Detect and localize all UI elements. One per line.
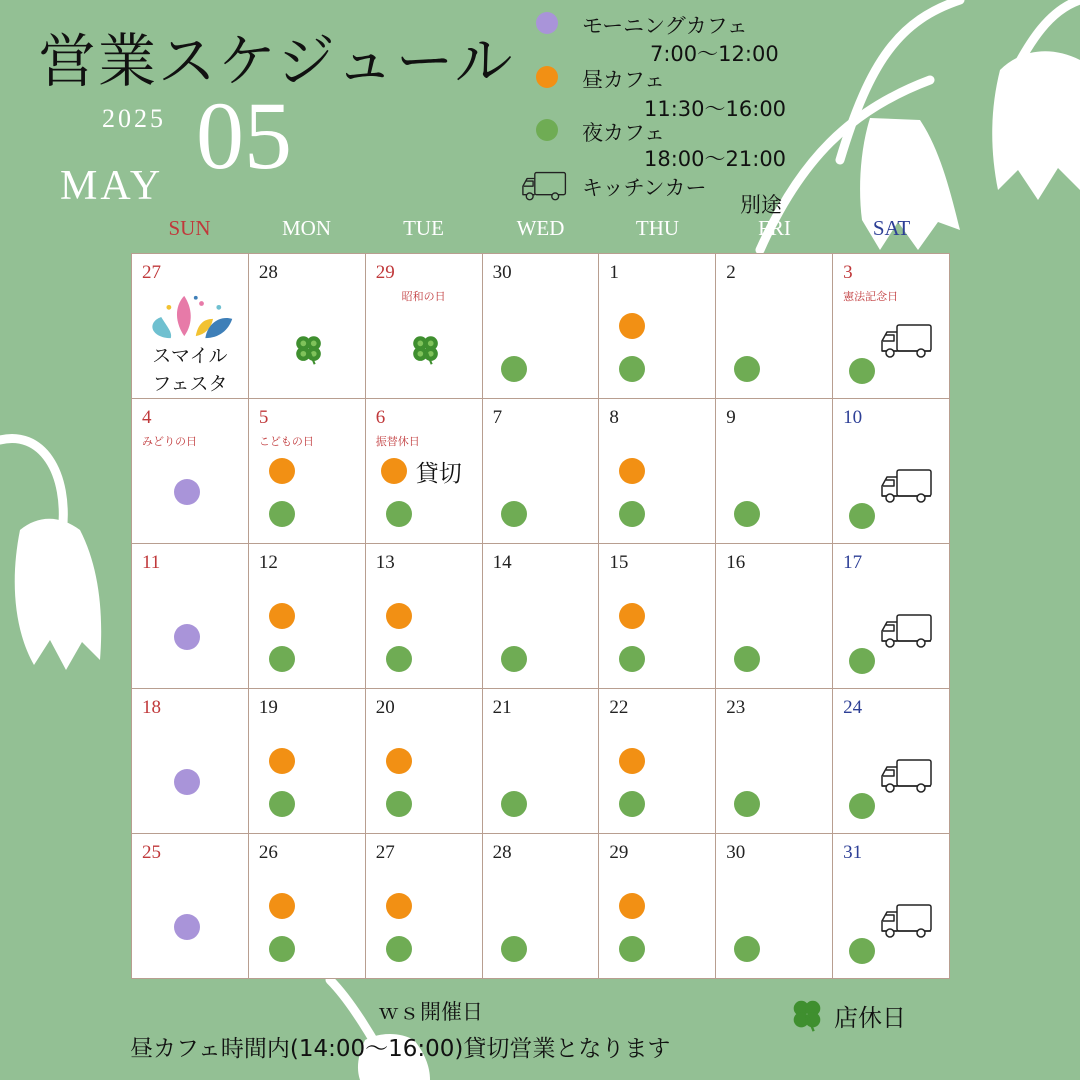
day-cell xyxy=(833,399,950,544)
day-number: 2 xyxy=(726,262,736,283)
green-dot xyxy=(849,648,875,674)
day-cell xyxy=(716,689,833,834)
legend-morning-label: モーニングカフェ xyxy=(582,14,748,38)
day-number: 19 xyxy=(258,697,278,718)
day-cell xyxy=(483,544,600,689)
weekday-mon: MON xyxy=(281,216,331,240)
clover-icon xyxy=(408,332,444,368)
green-dot xyxy=(501,791,527,817)
day-cell xyxy=(833,544,950,689)
clover-icon xyxy=(291,332,327,368)
green-dot xyxy=(734,646,760,672)
day-number: 29 xyxy=(609,842,629,863)
weekday-sat: SAT xyxy=(872,216,911,240)
purple-dot xyxy=(174,624,200,650)
day-number: 27 xyxy=(142,262,161,283)
green-dot xyxy=(734,501,760,527)
green-dot xyxy=(386,936,412,962)
day-cell xyxy=(132,689,249,834)
orange-dot xyxy=(619,313,645,339)
day-cell xyxy=(366,544,483,689)
day-number: 28 xyxy=(492,842,512,863)
day-number: 11 xyxy=(142,552,161,573)
green-dot xyxy=(386,791,412,817)
green-dot xyxy=(619,791,645,817)
day-number: 24 xyxy=(843,697,863,718)
green-dot xyxy=(386,501,412,527)
orange-dot xyxy=(619,748,645,774)
truck-icon xyxy=(879,322,935,362)
closed-day-label: 店休日 xyxy=(834,1004,906,1032)
orange-dot xyxy=(619,458,645,484)
green-dot xyxy=(849,938,875,964)
green-dot xyxy=(619,356,645,382)
day-number: 22 xyxy=(609,697,629,718)
day-number: 8 xyxy=(609,407,619,428)
festival-logo-icon xyxy=(142,290,238,342)
green-dot xyxy=(734,356,760,382)
green-dot xyxy=(619,936,645,962)
day-cell xyxy=(132,254,249,399)
festival-label-line: スマイル xyxy=(152,345,228,367)
day-cell xyxy=(599,399,716,544)
page-title: 営業スケジュール xyxy=(38,27,515,95)
day-cell xyxy=(599,544,716,689)
purple-dot xyxy=(174,479,200,505)
charter-notice: 昼カフェ時間内(14:00〜16:00)貸切営業となります xyxy=(130,1036,671,1062)
truck-icon xyxy=(879,467,935,507)
orange-dot xyxy=(619,893,645,919)
day-cell xyxy=(249,399,366,544)
day-number: 7 xyxy=(492,407,503,428)
green-dot xyxy=(386,646,412,672)
purple-dot xyxy=(174,769,200,795)
weekday-sun: SUN xyxy=(168,216,211,240)
green-dot xyxy=(501,646,527,672)
day-number: 27 xyxy=(375,842,395,863)
orange-dot xyxy=(269,458,295,484)
purple-dot xyxy=(174,914,200,940)
day-cell xyxy=(249,544,366,689)
day-cell xyxy=(483,254,600,399)
day-cell xyxy=(132,399,249,544)
holiday-label: 昭和の日 xyxy=(401,290,446,303)
holiday-label: 憲法記念日 xyxy=(843,290,899,303)
legend-kitchen-car-label: キッチンカー xyxy=(582,176,707,200)
day-number: 20 xyxy=(375,697,395,718)
legend-purple-dot xyxy=(536,12,558,34)
day-number: 31 xyxy=(843,842,863,863)
day-cell xyxy=(366,399,483,544)
day-number: 30 xyxy=(726,842,746,863)
year-label: 2025 xyxy=(102,104,166,133)
green-dot xyxy=(734,936,760,962)
day-cell xyxy=(249,689,366,834)
charter-label: 貸切 xyxy=(415,461,462,487)
clover-icon xyxy=(788,996,826,1034)
weekday-wed: WED xyxy=(516,216,565,240)
festival-label xyxy=(132,342,248,398)
ws-note: ｗｓ開催日 xyxy=(378,1000,483,1024)
legend-morning-time: 7:00〜12:00 xyxy=(650,42,779,66)
green-dot xyxy=(849,503,875,529)
green-dot xyxy=(619,646,645,672)
day-cell xyxy=(716,254,833,399)
holiday-label: 振替休日 xyxy=(375,435,420,448)
day-cell xyxy=(366,254,483,399)
day-cell xyxy=(599,834,716,979)
orange-dot xyxy=(619,603,645,629)
day-number: 6 xyxy=(375,407,386,428)
orange-dot xyxy=(381,458,407,484)
day-cell xyxy=(833,689,950,834)
day-cell xyxy=(833,254,950,399)
orange-dot xyxy=(269,603,295,629)
legend-lunch-time: 11:30〜16:00 xyxy=(644,97,787,121)
weekday-tue: TUE xyxy=(403,216,444,240)
day-number: 13 xyxy=(375,552,395,573)
green-dot xyxy=(269,791,295,817)
day-number: 5 xyxy=(258,407,269,428)
day-number: 28 xyxy=(258,262,278,283)
orange-dot xyxy=(386,748,412,774)
day-number: 12 xyxy=(258,552,278,573)
day-cell xyxy=(249,834,366,979)
festival-label-line: フェスタ xyxy=(152,373,228,395)
day-cell xyxy=(132,544,249,689)
legend-night-time: 18:00〜21:00 xyxy=(644,147,787,171)
day-number: 1 xyxy=(609,262,619,283)
day-cell xyxy=(483,834,600,979)
month-name: MAY xyxy=(60,163,164,209)
green-dot xyxy=(501,936,527,962)
month-number: 05 xyxy=(196,82,292,189)
day-cell xyxy=(716,399,833,544)
green-dot xyxy=(501,356,527,382)
green-dot xyxy=(269,646,295,672)
truck-icon xyxy=(879,757,935,797)
truck-icon xyxy=(879,612,935,652)
orange-dot xyxy=(269,893,295,919)
day-cell xyxy=(249,254,366,399)
day-cell xyxy=(716,544,833,689)
green-dot xyxy=(501,501,527,527)
day-number: 16 xyxy=(726,552,746,573)
weekday-fri: FRI xyxy=(758,216,791,240)
green-dot xyxy=(619,501,645,527)
day-cell xyxy=(833,834,950,979)
truck-icon xyxy=(879,902,935,942)
day-number: 9 xyxy=(726,407,736,428)
day-cell xyxy=(483,689,600,834)
truck-icon xyxy=(520,170,570,204)
green-dot xyxy=(849,358,875,384)
day-number: 3 xyxy=(843,262,853,283)
orange-dot xyxy=(269,748,295,774)
legend-green-dot xyxy=(536,119,558,141)
day-cell xyxy=(132,834,249,979)
green-dot xyxy=(849,793,875,819)
green-dot xyxy=(734,791,760,817)
holiday-label: みどりの日 xyxy=(142,435,197,448)
calendar-grid xyxy=(131,253,950,979)
day-number: 30 xyxy=(492,262,512,283)
day-number: 15 xyxy=(609,552,629,573)
day-cell xyxy=(483,399,600,544)
legend-orange-dot xyxy=(536,66,558,88)
green-dot xyxy=(269,501,295,527)
day-cell xyxy=(366,834,483,979)
day-number: 10 xyxy=(843,407,863,428)
orange-dot xyxy=(386,893,412,919)
day-cell xyxy=(599,689,716,834)
day-number: 25 xyxy=(142,842,161,863)
day-number: 14 xyxy=(492,552,512,573)
legend-night-label: 夜カフェ xyxy=(582,121,665,145)
day-number: 29 xyxy=(375,262,395,283)
day-number: 18 xyxy=(142,697,161,718)
day-cell xyxy=(716,834,833,979)
day-number: 23 xyxy=(726,697,746,718)
day-number: 21 xyxy=(492,697,512,718)
day-number: 17 xyxy=(843,552,863,573)
kitchen-car-note: 別途 xyxy=(740,193,782,217)
weekday-thu: THU xyxy=(635,216,680,240)
day-cell xyxy=(366,689,483,834)
day-cell xyxy=(599,254,716,399)
green-dot xyxy=(269,936,295,962)
legend-lunch-label: 昼カフェ xyxy=(582,68,665,92)
holiday-label: こどもの日 xyxy=(258,435,314,448)
day-number: 26 xyxy=(258,842,278,863)
orange-dot xyxy=(386,603,412,629)
day-number: 4 xyxy=(142,407,152,428)
